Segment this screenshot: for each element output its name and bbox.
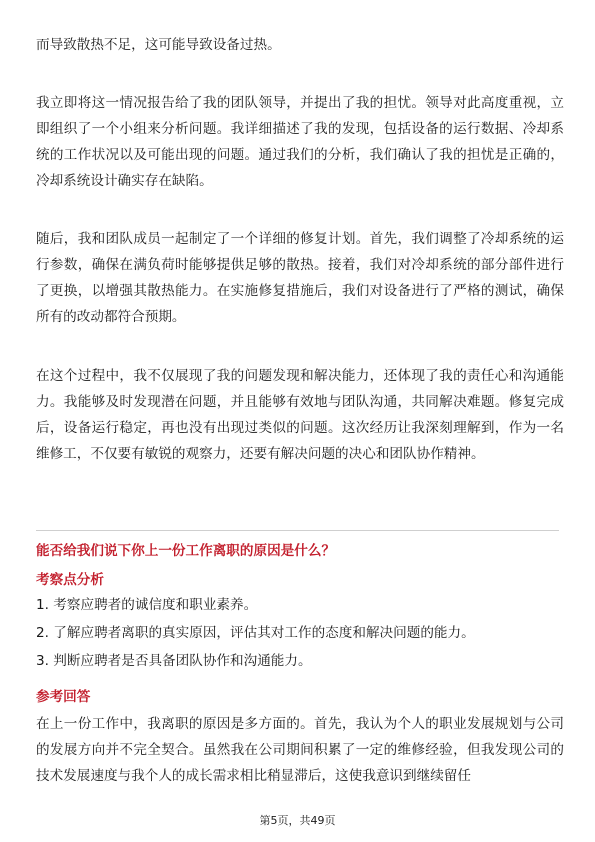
paragraph-reflection: 在这个过程中，我不仅展现了我的问题发现和解决能力，还体现了我的责任心和沟通能力。我能够及时发现潜在问题，并且能够有效地与团队沟通，共同解决难题。修复完成后，设备运行稳定，再也没有出现过类似的问题。这次经历让我深刻理解到，作为一名维修工，不仅要有敏锐的观察力，还要有解决问题的决心和团队协作精神。 <box>36 368 564 462</box>
paragraph-report-to-leader: 我立即将这一情况报告给了我的团队领导，并提出了我的担忧。领导对此高度重视，立即组织了一个小组来分析问题。我详细描述了我的发现，包括设备的运行数据、冷却系统的工作状况以及可能出现的问题。通过我们的分析，我们确认了我的担忧是正确的，冷却系统设计确实存在缺陷。 <box>36 95 564 189</box>
section-divider <box>36 530 559 531</box>
answer-text: 在上一份工作中，我离职的原因是多方面的。首先，我认为个人的职业发展规划与公司的发展方向并不完全契合。虽然我在公司期间积累了一定的维修经验，但我发现公司的技术发展速度与我个人的成长需求相比稍显滞后，这使我意识到继续留任 <box>36 716 564 784</box>
page-number: 第5页，共49页 <box>259 814 336 827</box>
analysis-item: 2. 了解应聘者离职的真实原因，评估其对工作的态度和解决问题的能力。 <box>36 625 475 641</box>
paragraph-overheat-cause: 而导致散热不足，这可能导致设备过热。 <box>36 37 281 53</box>
analysis-heading: 考察点分析 <box>36 572 104 588</box>
analysis-item: 3. 判断应聘者是否具备团队协作和沟通能力。 <box>36 653 312 669</box>
interview-question: 能否给我们说下你上一份工作离职的原因是什么？ <box>36 543 336 559</box>
answer-heading: 参考回答 <box>36 689 91 705</box>
paragraph-repair-plan: 随后，我和团队成员一起制定了一个详细的修复计划。首先，我们调整了冷却系统的运行参数，确保在满负荷时能够提供足够的散热。接着，我们对冷却系统的部分部件进行了更换，以增强其散热能力。在实施修复措施后，我们对设备进行了严格的测试，确保所有的改动都符合预期。 <box>36 231 564 325</box>
analysis-item: 1. 考察应聘者的诚信度和职业素养。 <box>36 597 258 613</box>
